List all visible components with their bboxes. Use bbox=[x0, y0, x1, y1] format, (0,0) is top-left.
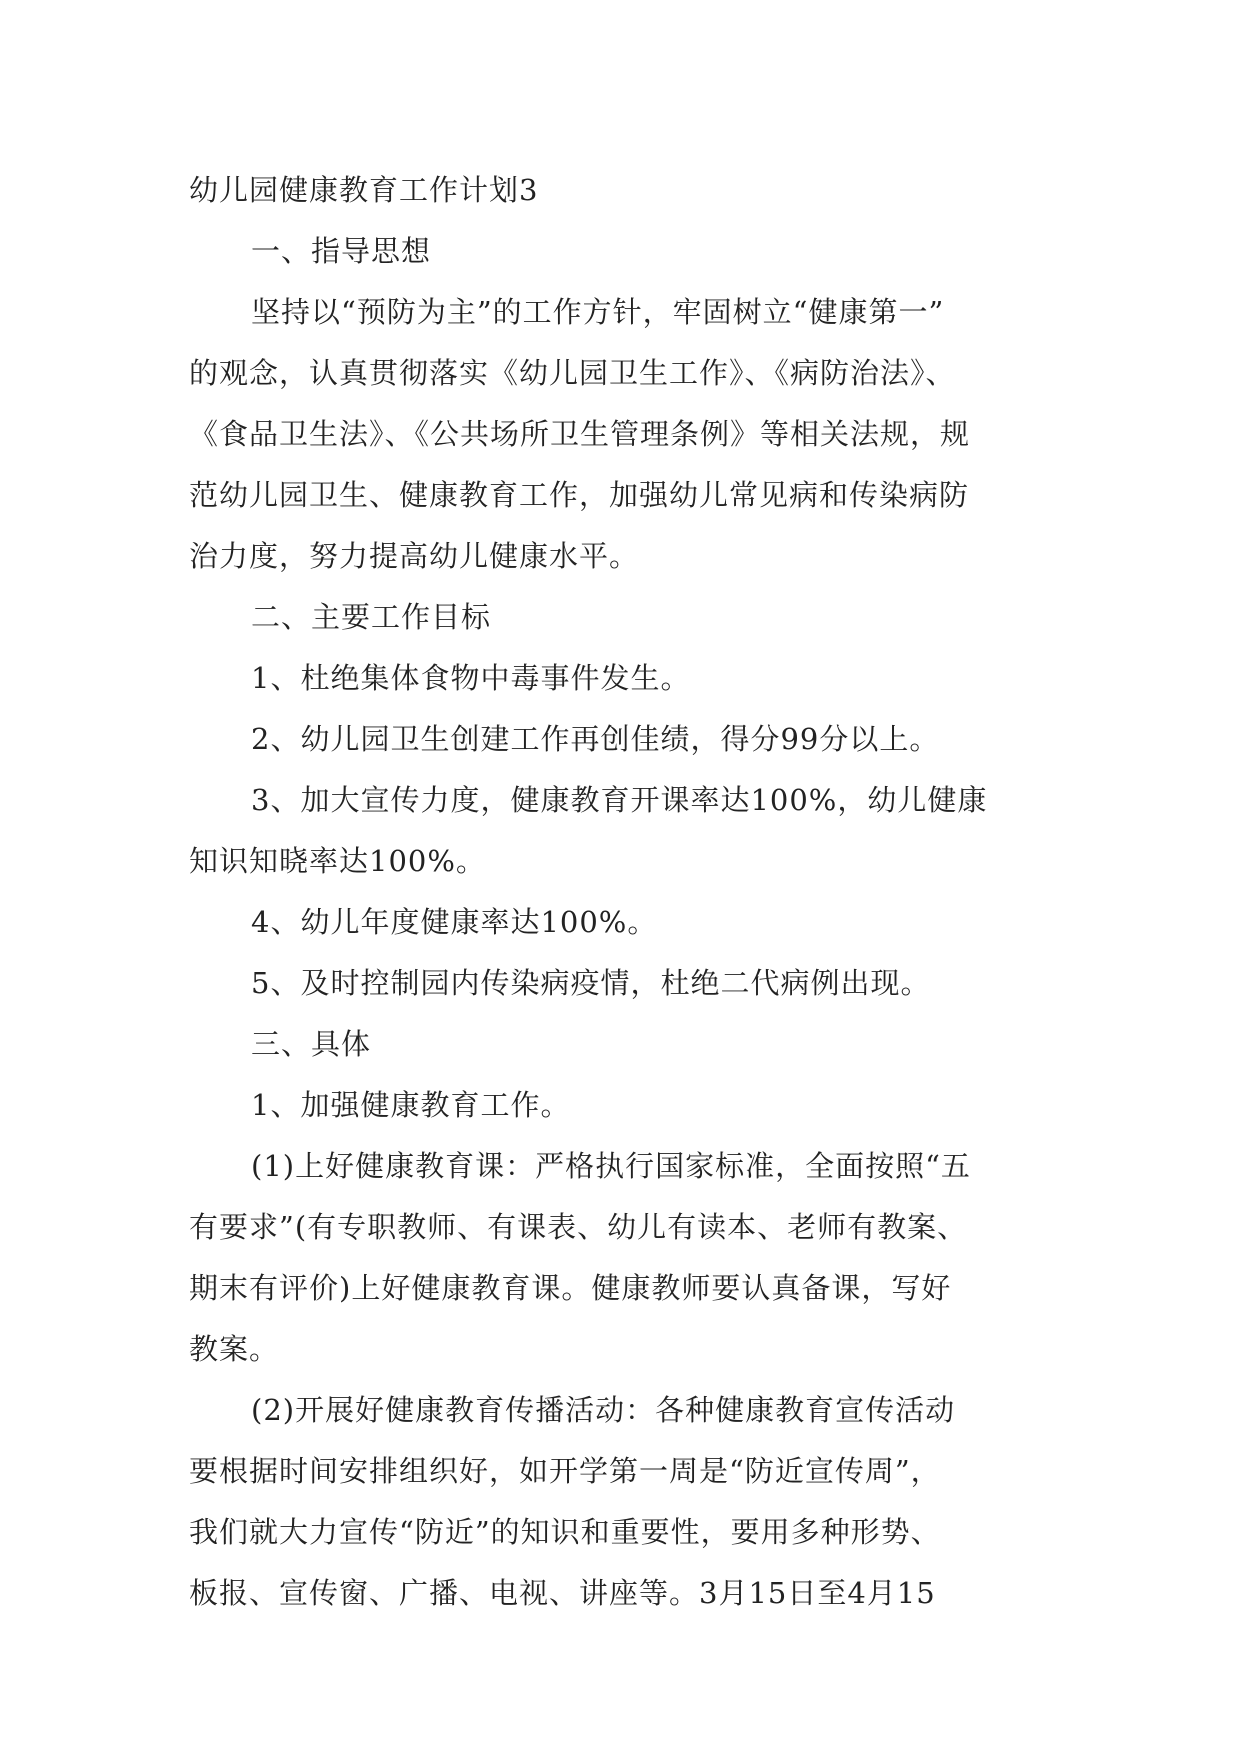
list-item: 3、加大宣传力度，健康教育开课率达100%，幼儿健康 bbox=[251, 783, 988, 817]
paragraph-line: 有要求”(有专职教师、有课表、幼儿有读本、老师有教案、 bbox=[189, 1210, 968, 1244]
paragraph-line: 的观念，认真贯彻落实《幼儿园卫生工作》、《病防治法》、 bbox=[189, 356, 956, 390]
paragraph-line: 要根据时间安排组织好，如开学第一周是“防近宣传周”， bbox=[189, 1454, 941, 1488]
paragraph-line: 板报、宣传窗、广播、电视、讲座等。3月15日至4月15 bbox=[189, 1576, 936, 1610]
paragraph-line: 教案。 bbox=[189, 1332, 280, 1366]
section-heading: 一、指导思想 bbox=[251, 234, 432, 268]
list-item: 1、加强健康教育工作。 bbox=[251, 1088, 571, 1122]
document-title: 幼儿园健康教育工作计划3 bbox=[189, 173, 539, 207]
paragraph-line: 我们就大力宣传“防近”的知识和重要性，要用多种形势、 bbox=[189, 1515, 941, 1549]
paragraph-line: 坚持以“预防为主”的工作方针，牢固树立“健康第一” bbox=[251, 295, 945, 329]
list-item: 2、幼儿园卫生创建工作再创佳绩，得分99分以上。 bbox=[251, 722, 940, 756]
paragraph-line: 《食品卫生法》、《公共场所卫生管理条例》等相关法规，规 bbox=[189, 417, 971, 451]
paragraph-line: 期末有评价)上好健康教育课。健康教师要认真备课，写好 bbox=[189, 1271, 952, 1305]
list-item: 1、杜绝集体食物中毒事件发生。 bbox=[251, 661, 691, 695]
paragraph-line: 治力度，努力提高幼儿健康水平。 bbox=[189, 539, 640, 573]
list-item: 4、幼儿年度健康率达100%。 bbox=[251, 905, 658, 939]
list-item: 5、及时控制园内传染病疫情，杜绝二代病例出现。 bbox=[251, 966, 931, 1000]
paragraph-line: 范幼儿园卫生、健康教育工作，加强幼儿常见病和传染病防 bbox=[189, 478, 970, 512]
document-body bbox=[189, 160, 1069, 1624]
paragraph-line: (1)上好健康教育课：严格执行国家标准，全面按照“五 bbox=[251, 1149, 971, 1183]
section-heading: 三、具体 bbox=[251, 1027, 372, 1061]
paragraph-line: 知识知晓率达100%。 bbox=[189, 844, 486, 878]
section-heading: 二、主要工作目标 bbox=[251, 600, 492, 634]
paragraph-line: (2)开展好健康教育传播活动：各种健康教育宣传活动 bbox=[251, 1393, 956, 1427]
